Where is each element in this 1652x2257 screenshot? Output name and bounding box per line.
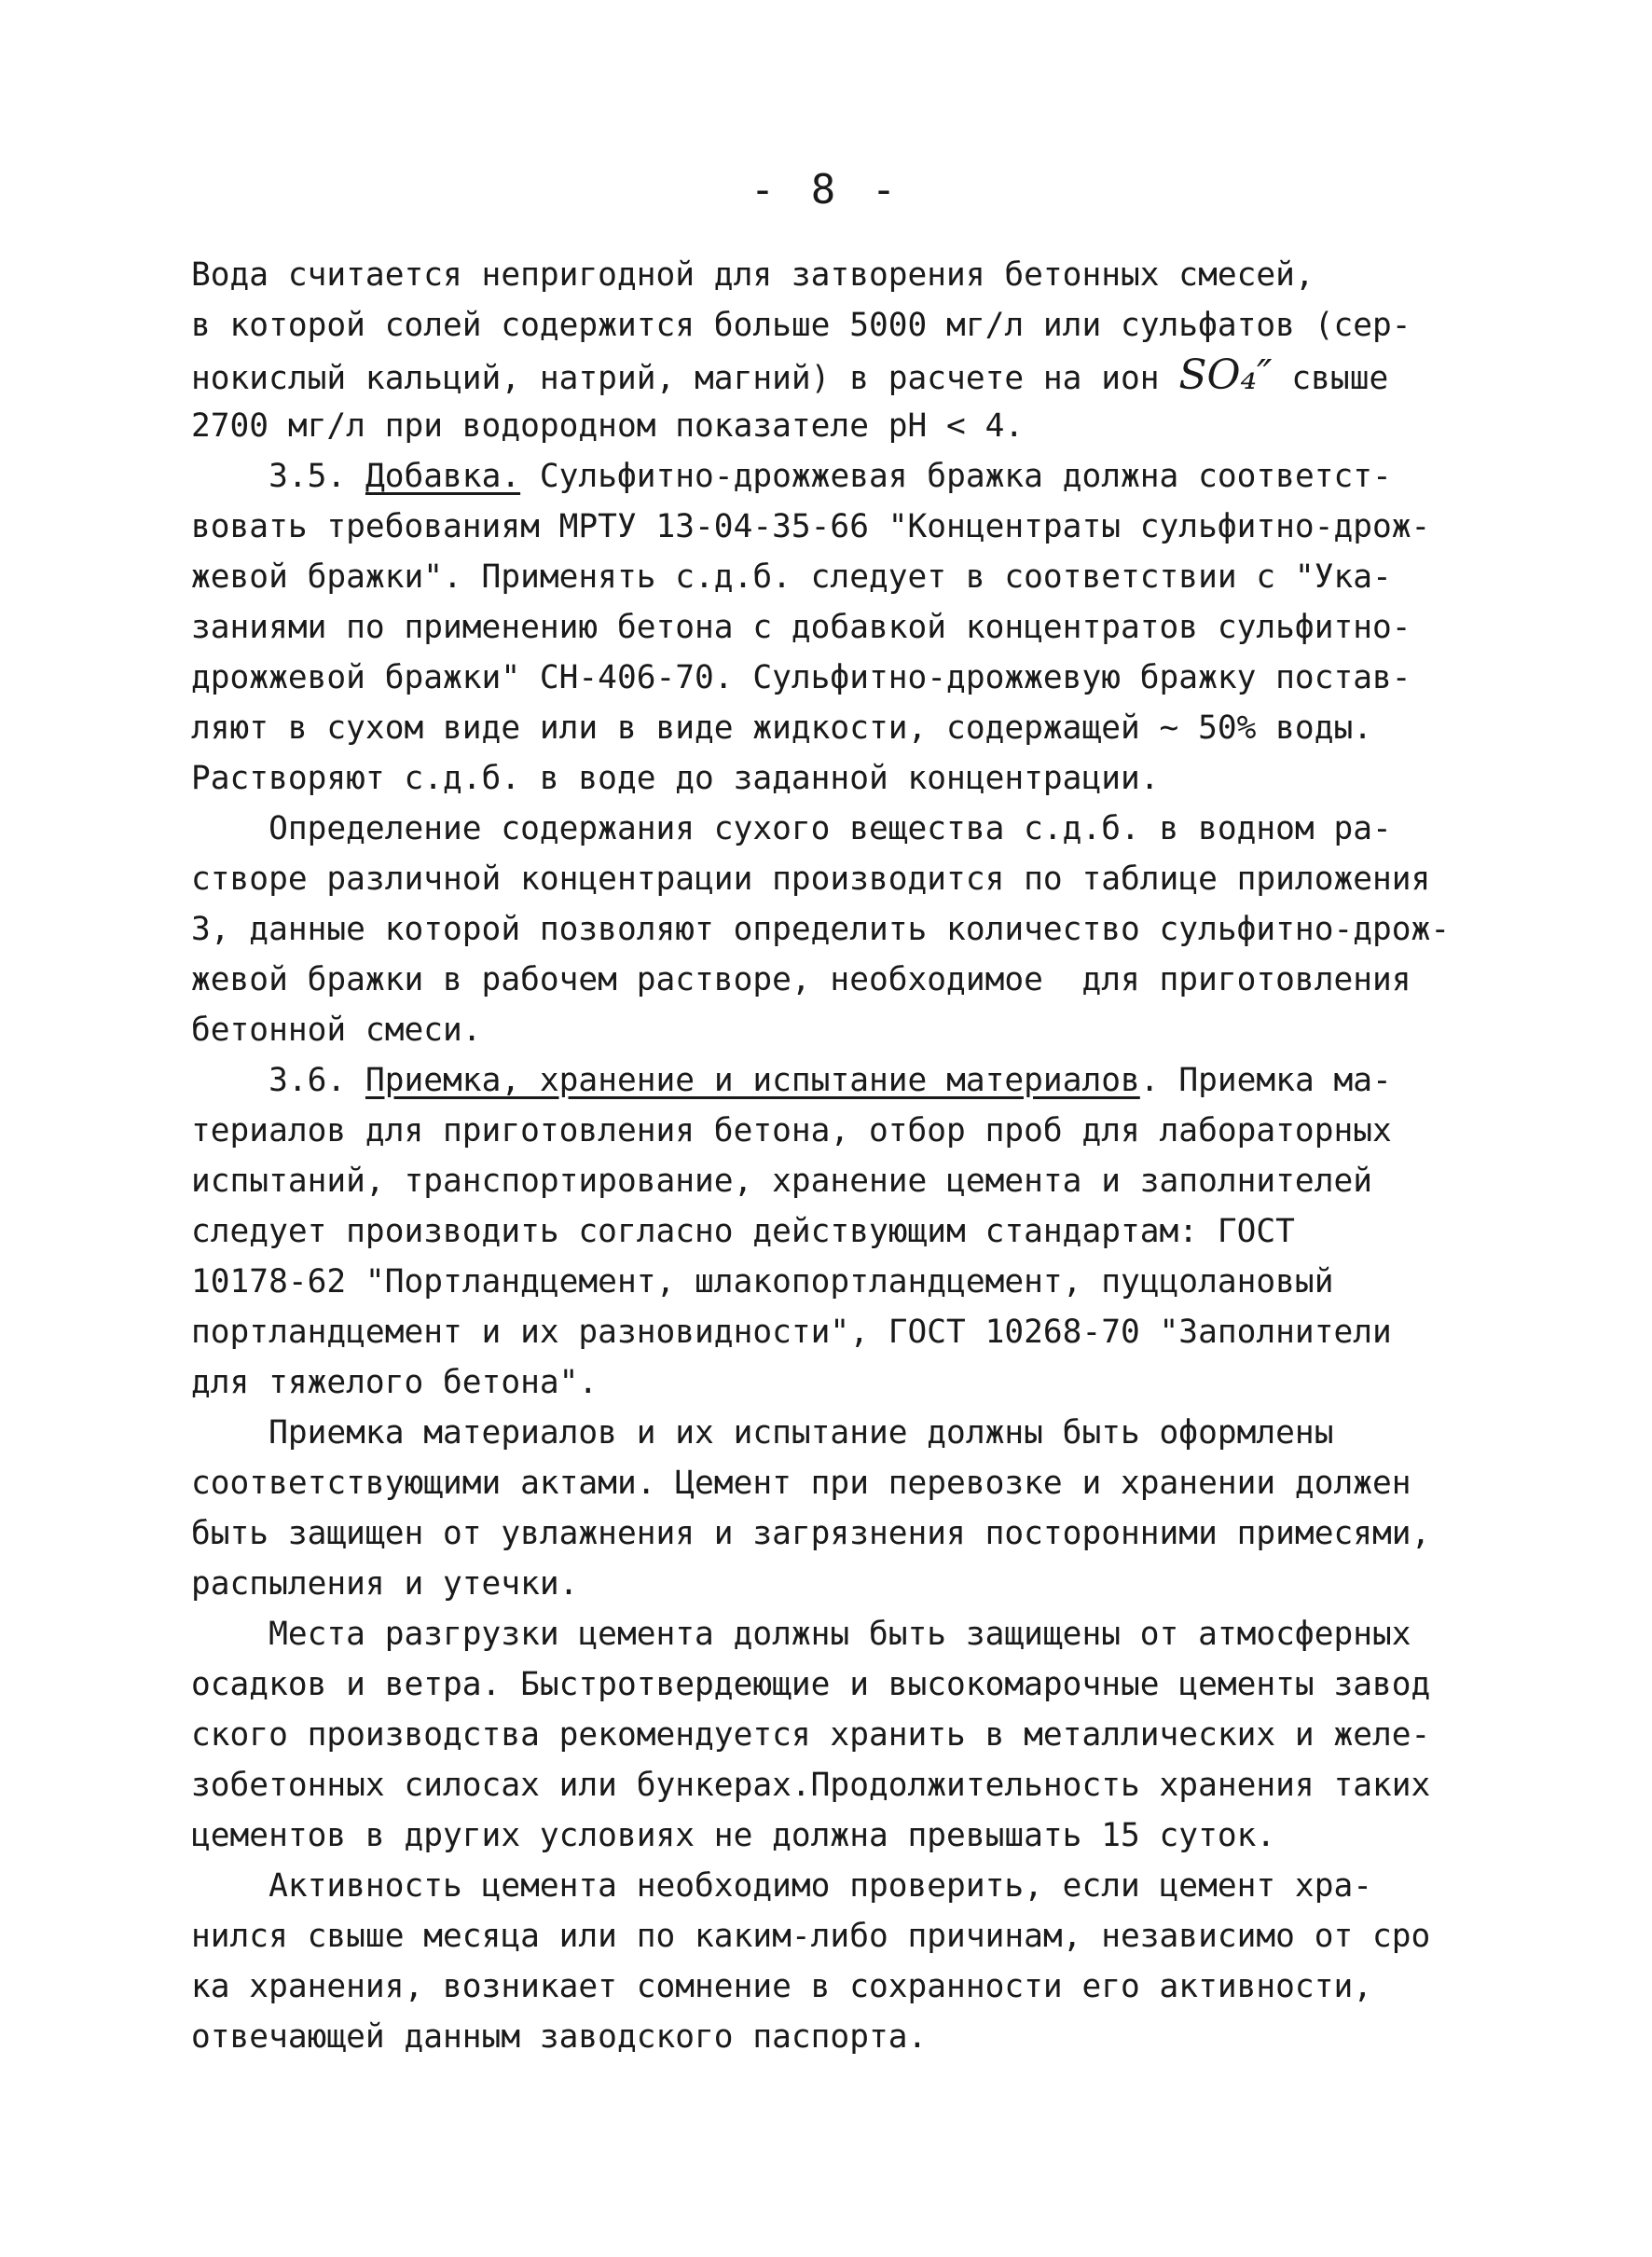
paragraph-unloading: [191, 1609, 1468, 1861]
text-line: бетонной смеси.: [191, 1012, 482, 1049]
text-line: [191, 451, 1468, 502]
text-line: [191, 351, 1468, 401]
text-fragment: нокислый кальций, натрий, магний) в расчете на ион: [191, 360, 1179, 397]
text-line: 2700 мг/л при водородном показателе pH < 4.: [191, 407, 1025, 445]
text-line: териалов для приготовления бетона, отбор проб для лабораторных: [191, 1112, 1392, 1149]
text-line: Определение содержания сухого вещества с.д.б. в водном ра-: [191, 810, 1392, 847]
paragraph-dry-matter: [191, 804, 1468, 1055]
text-line: распыления и утечки.: [191, 1565, 579, 1603]
section-3-6-materials: [191, 1055, 1468, 1408]
text-fragment: . Приемка ма-: [1139, 1062, 1392, 1099]
text-line: осадков и ветра. Быстротвердеющие и высокомарочные цементы завод: [191, 1666, 1431, 1703]
text-line: [191, 1055, 1468, 1106]
section-number: 3.6.: [268, 1062, 365, 1099]
text-line: Приемка материалов и их испытание должны быть оформлены: [191, 1414, 1334, 1452]
text-line: отвечающей данным заводского паспорта.: [191, 2018, 928, 2056]
text-line: ка хранения, возникает сомнение в сохранности его активности,: [191, 1968, 1373, 2005]
text-line: заниями по применению бетона с добавкой концентратов сульфитно-: [191, 609, 1411, 646]
text-line: 3, данные которой позволяют определить количество сульфитно-дрож-: [191, 911, 1451, 948]
text-line: нился свыше месяца или по каким-либо причинам, независимо от сро: [191, 1918, 1431, 1955]
text-line: вовать требованиям МРТУ 13-04-35-66 "Концентраты сульфитно-дрож-: [191, 508, 1431, 545]
text-line: Растворяют с.д.б. в воде до заданной концентрации.: [191, 760, 1160, 797]
text-line: в которой солей содержится больше 5000 мг/л или сульфатов (сер-: [191, 307, 1411, 344]
text-line: быть защищен от увлажнения и загрязнения посторонними примесями,: [191, 1515, 1431, 1552]
text-line: зобетонных силосах или бункерах.Продолжительность хранения таких: [191, 1767, 1431, 1804]
text-line: следует производить согласно действующим стандартам: ГОСТ: [191, 1213, 1295, 1250]
text-line: ляют в сухом виде или в виде жидкости, содержащей ~ 50% воды.: [191, 709, 1373, 747]
text-line: испытаний, транспортирование, хранение цемента и заполнителей: [191, 1163, 1373, 1200]
text-line: соответствующими актами. Цемент при перевозке и хранении должен: [191, 1465, 1411, 1502]
indent: [191, 1062, 268, 1099]
text-fragment: Сульфитно-дрожжевая бражка должна соответст-: [520, 458, 1392, 495]
paragraph-water-requirements: [191, 250, 1468, 451]
text-line: дрожжевой бражки" СН-406-70. Сульфитно-дрожжевую бражку постав-: [191, 659, 1411, 696]
text-line: для тяжелого бетона".: [191, 1364, 599, 1401]
paragraph-acceptance-acts: [191, 1408, 1468, 1609]
text-fragment: свыше: [1272, 360, 1389, 397]
section-number: 3.5.: [268, 458, 365, 495]
section-title: Приемка, хранение и испытание материалов: [365, 1062, 1140, 1099]
text-line: ского производства рекомендуется хранить в металлических и желе-: [191, 1716, 1431, 1754]
text-line: Места разгрузки цемента должны быть защищены от атмосферных: [191, 1616, 1411, 1653]
text-line: 10178-62 "Портландцемент, шлакопортландцемент, пуццолановый: [191, 1263, 1334, 1301]
section-title: Добавка.: [365, 458, 521, 495]
sulfate-ion-formula: SO₄″: [1178, 351, 1273, 399]
section-3-5-additive: [191, 451, 1468, 804]
text-line: Активность цемента необходимо проверить, если цемент хра-: [191, 1867, 1373, 1905]
text-line: жевой бражки в рабочем растворе, необходимое для приготовления: [191, 961, 1411, 998]
text-line: створе различной концентрации производится по таблице приложения: [191, 860, 1431, 898]
text-line: жевой бражки". Применять с.д.б. следует в соответствии с "Ука-: [191, 558, 1392, 596]
paragraph-cement-activity: [191, 1861, 1468, 2062]
indent: [191, 458, 268, 495]
text-line: портландцемент и их разновидности", ГОСТ 10268-70 "Заполнители: [191, 1314, 1392, 1351]
page-number: - 8 -: [750, 166, 902, 213]
text-line: Вода считается непригодной для затворения бетонных смесей,: [191, 256, 1315, 294]
text-line: цементов в других условиях не должна превышать 15 суток.: [191, 1817, 1276, 1854]
document-body: [191, 250, 1468, 2062]
